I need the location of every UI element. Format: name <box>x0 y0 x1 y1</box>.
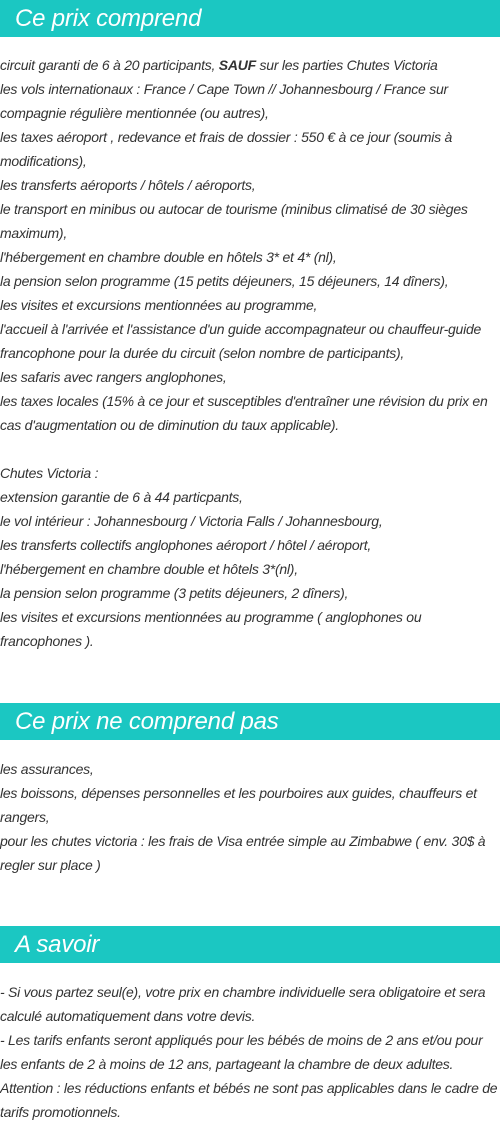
not-included-line: les assurances, <box>0 761 94 777</box>
victoria-line: le vol intérieur : Johannesbourg / Victoria Falls / Johannesbourg, <box>0 513 383 529</box>
victoria-line: extension garantie de 6 à 44 particpants, <box>0 489 243 505</box>
victoria-line: la pension selon programme (3 petits déjeuners, 2 dîners), <box>0 585 349 601</box>
victoria-line: l'hébergement en chambre double et hôtels 3*(nl), <box>0 561 298 577</box>
spacer <box>0 437 500 461</box>
included-line: les taxes locales (15% à ce jour et susceptibles d'entraîner une révision du prix en cas d'augmentation ou de diminution du taux applicable). <box>0 393 488 433</box>
included-line: les vols internationaux : France / Cape Town // Johannesbourg / France sur compagnie régulière mentionnée (ou autres), <box>0 81 448 121</box>
section-title-not-included: Ce prix ne comprend pas <box>0 703 500 740</box>
to-know-line: Attention : les réductions enfants et bébés ne sont pas applicables dans le cadre de tarifs promotionnels. <box>0 1080 498 1120</box>
included-line: le transport en minibus ou autocar de tourisme (minibus climatisé de 30 sièges maximum), <box>0 201 468 241</box>
included-line: l'hébergement en chambre double en hôtels 3* et 4* (nl), <box>0 249 337 265</box>
section-title-included: Ce prix comprend <box>0 0 500 37</box>
not-included-line: les boissons, dépenses personnelles et les pourboires aux guides, chauffeurs et rangers, <box>0 785 477 825</box>
to-know-line: - Si vous partez seul(e), votre prix en chambre individuelle sera obligatoire et sera calculé automatiquement dans votre devis. <box>0 984 486 1024</box>
included-list <box>0 53 500 653</box>
included-line-0: circuit garanti de 6 à 20 participants, SAUF sur les parties Chutes Victoria <box>0 57 438 73</box>
included-line: la pension selon programme (15 petits déjeuners, 15 déjeuners, 14 dîners), <box>0 273 449 289</box>
sauf-emphasis: SAUF <box>218 57 256 73</box>
section-title-to-know: A savoir <box>0 926 500 963</box>
included-line: les safaris avec rangers anglophones, <box>0 369 227 385</box>
victoria-line: les transferts collectifs anglophones aéroport / hôtel / aéroport, <box>0 537 372 553</box>
victoria-heading: Chutes Victoria : <box>0 465 99 481</box>
not-included-list <box>0 757 500 877</box>
to-know-line: - Les tarifs enfants seront appliqués pour les bébés de moins de 2 ans et/ou pour les enfants de 2 à moins de 12 ans, partageant la chambre de deux adultes. <box>0 1032 483 1072</box>
victoria-line: les visites et excursions mentionnées au programme ( anglophones ou francophones ). <box>0 609 422 649</box>
included-line: les transferts aéroports / hôtels / aéroports, <box>0 177 256 193</box>
not-included-line: pour les chutes victoria : les frais de Visa entrée simple au Zimbabwe ( env. 30$ à regler sur place ) <box>0 833 486 873</box>
to-know-list <box>0 980 500 1124</box>
included-line: les visites et excursions mentionnées au programme, <box>0 297 318 313</box>
included-line: les taxes aéroport , redevance et frais de dossier : 550 € à ce jour (soumis à modifications), <box>0 129 453 169</box>
included-line: l'accueil à l'arrivée et l'assistance d'un guide accompagnateur ou chauffeur-guide francophone pour la durée du circuit (selon nombre de participants), <box>0 321 482 361</box>
